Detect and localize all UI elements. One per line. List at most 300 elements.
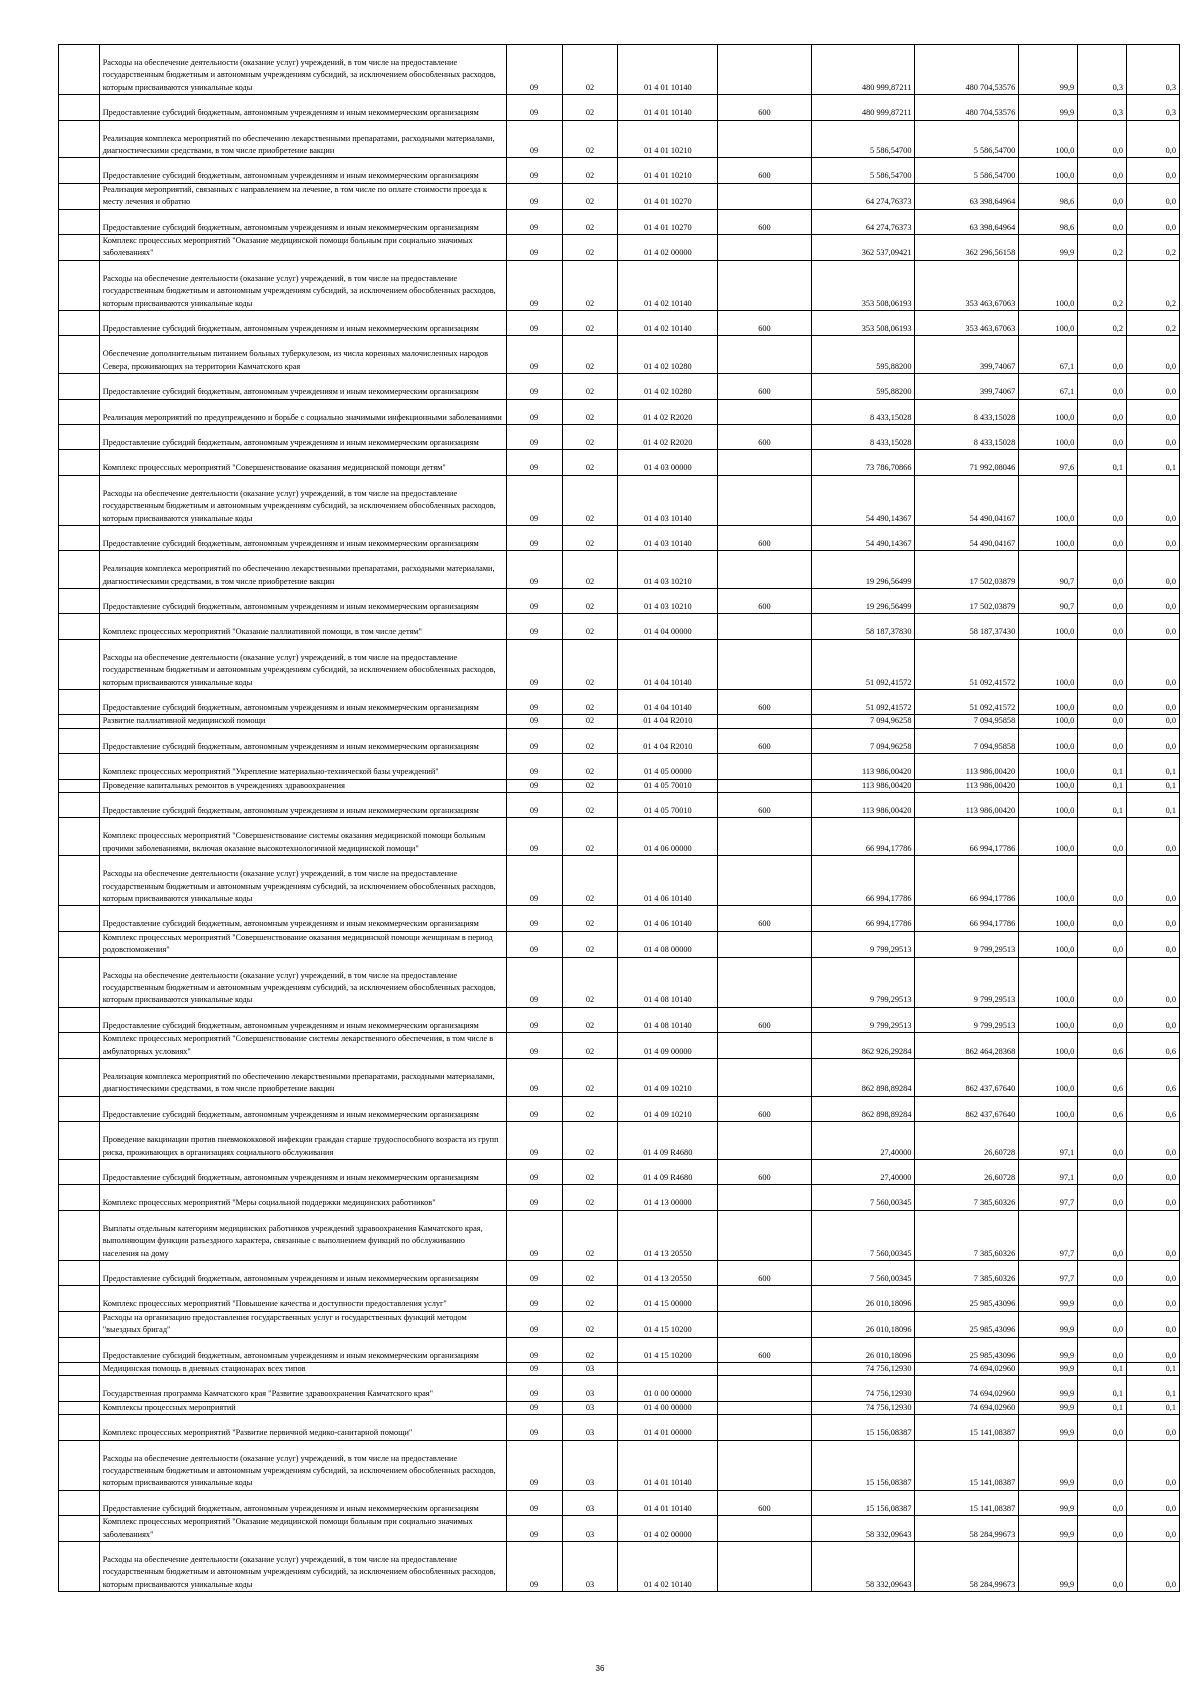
expense-type-cell xyxy=(718,1541,812,1591)
share-1-cell: 0,0 xyxy=(1078,1260,1127,1285)
name-cell: Расходы на обеспечение деятельности (оказание услуг) учреждений, в том числе на предоставление государственным бюджетным и автономным учреждениям субсидий, за исключением обособленных расходов, которым присваиваются уникальные коды xyxy=(99,475,506,525)
code-cell xyxy=(59,754,100,779)
share-2-cell: 0,0 xyxy=(1127,424,1180,449)
share-2-cell: 0,0 xyxy=(1127,1415,1180,1440)
execution-percent-cell: 100,0 xyxy=(1019,856,1078,906)
approved-amount-cell: 480 999,87211 xyxy=(811,95,915,120)
executed-amount-cell: 7 385,60326 xyxy=(915,1210,1019,1260)
share-1-cell: 0,0 xyxy=(1078,690,1127,715)
table-row xyxy=(59,1007,1180,1032)
expense-type-cell xyxy=(718,475,812,525)
name-cell: Предоставление субсидий бюджетным, автономным учреждениям и иным некоммерческим организациям xyxy=(99,906,506,931)
subsection-cell: 02 xyxy=(562,450,618,475)
share-1-cell: 0,0 xyxy=(1078,589,1127,614)
executed-amount-cell: 74 694,02960 xyxy=(915,1362,1019,1375)
code-cell xyxy=(59,1376,100,1401)
name-cell: Расходы на обеспечение деятельности (оказание услуг) учреждений, в том числе на предоставление государственным бюджетным и автономным учреждениям субсидий, за исключением обособленных расходов, которым присваиваются уникальные коды xyxy=(99,1440,506,1490)
expense-type-cell xyxy=(718,120,812,158)
executed-amount-cell: 353 463,67063 xyxy=(915,310,1019,335)
table-row xyxy=(59,1541,1180,1591)
executed-amount-cell: 9 799,29513 xyxy=(915,931,1019,957)
executed-amount-cell: 63 398,64964 xyxy=(915,183,1019,209)
code-cell xyxy=(59,475,100,525)
subsection-cell: 02 xyxy=(562,158,618,183)
table-row xyxy=(59,856,1180,906)
table-row xyxy=(59,715,1180,728)
code-cell xyxy=(59,1415,100,1440)
approved-amount-cell: 64 274,76373 xyxy=(811,209,915,234)
name-cell: Проведение капитальных ремонтов в учреждениях здравоохранения xyxy=(99,779,506,792)
expense-type-cell xyxy=(718,931,812,957)
share-1-cell: 0,0 xyxy=(1078,1007,1127,1032)
subsection-cell: 02 xyxy=(562,818,618,856)
executed-amount-cell: 862 464,28368 xyxy=(915,1033,1019,1059)
executed-amount-cell: 113 986,00420 xyxy=(915,793,1019,818)
share-1-cell: 0,0 xyxy=(1078,209,1127,234)
expense-type-cell: 600 xyxy=(718,1490,812,1515)
execution-percent-cell: 99,9 xyxy=(1019,1286,1078,1311)
expense-type-cell xyxy=(718,336,812,374)
subsection-cell: 02 xyxy=(562,614,618,639)
name-cell: Комплекс процессных мероприятий "Совершенствование системы лекарственного обеспечения, в том числе в амбулаторных условиях" xyxy=(99,1033,506,1059)
code-cell xyxy=(59,1059,100,1097)
subsection-cell: 02 xyxy=(562,1122,618,1160)
subsection-cell: 02 xyxy=(562,589,618,614)
subsection-cell: 02 xyxy=(562,1160,618,1185)
share-1-cell: 0,0 xyxy=(1078,374,1127,399)
expense-type-cell xyxy=(718,399,812,424)
executed-amount-cell: 15 141,08387 xyxy=(915,1490,1019,1515)
table-row xyxy=(59,158,1180,183)
execution-percent-cell: 99,9 xyxy=(1019,1401,1078,1414)
target-article-cell: 01 4 03 00000 xyxy=(618,450,718,475)
executed-amount-cell: 51 092,41572 xyxy=(915,690,1019,715)
approved-amount-cell: 19 296,56499 xyxy=(811,589,915,614)
execution-percent-cell: 67,1 xyxy=(1019,374,1078,399)
share-2-cell: 0,0 xyxy=(1127,399,1180,424)
share-2-cell: 0,0 xyxy=(1127,120,1180,158)
section-cell: 09 xyxy=(506,1440,562,1490)
table-row xyxy=(59,95,1180,120)
approved-amount-cell: 8 433,15028 xyxy=(811,399,915,424)
expense-type-cell xyxy=(718,1311,812,1337)
table-row xyxy=(59,424,1180,449)
share-1-cell: 0,0 xyxy=(1078,1415,1127,1440)
table-row xyxy=(59,1362,1180,1375)
execution-percent-cell: 90,7 xyxy=(1019,551,1078,589)
share-1-cell: 0,0 xyxy=(1078,551,1127,589)
execution-percent-cell: 100,0 xyxy=(1019,754,1078,779)
approved-amount-cell: 595,88200 xyxy=(811,336,915,374)
approved-amount-cell: 7 094,96258 xyxy=(811,728,915,753)
code-cell xyxy=(59,856,100,906)
table-row xyxy=(59,1401,1180,1414)
subsection-cell: 03 xyxy=(562,1541,618,1591)
section-cell: 09 xyxy=(506,95,562,120)
share-2-cell: 0,0 xyxy=(1127,1311,1180,1337)
table-row xyxy=(59,793,1180,818)
section-cell: 09 xyxy=(506,1260,562,1285)
execution-percent-cell: 99,9 xyxy=(1019,1440,1078,1490)
target-article-cell: 01 4 01 10140 xyxy=(618,45,718,95)
target-article-cell: 01 4 02 R2020 xyxy=(618,424,718,449)
share-2-cell: 0,2 xyxy=(1127,310,1180,335)
subsection-cell: 02 xyxy=(562,1337,618,1362)
approved-amount-cell: 8 433,15028 xyxy=(811,424,915,449)
name-cell: Расходы на обеспечение деятельности (оказание услуг) учреждений, в том числе на предоставление государственным бюджетным и автономным учреждениям субсидий, за исключением обособленных расходов, которым присваиваются уникальные коды xyxy=(99,45,506,95)
execution-percent-cell: 99,9 xyxy=(1019,1541,1078,1591)
execution-percent-cell: 100,0 xyxy=(1019,639,1078,689)
section-cell: 09 xyxy=(506,1401,562,1414)
code-cell xyxy=(59,1033,100,1059)
expense-type-cell: 600 xyxy=(718,374,812,399)
expense-type-cell xyxy=(718,1286,812,1311)
table-row xyxy=(59,1185,1180,1210)
executed-amount-cell: 26,60728 xyxy=(915,1160,1019,1185)
expense-type-cell xyxy=(718,754,812,779)
approved-amount-cell: 26 010,18096 xyxy=(811,1337,915,1362)
subsection-cell: 02 xyxy=(562,183,618,209)
share-1-cell: 0,0 xyxy=(1078,1440,1127,1490)
subsection-cell: 03 xyxy=(562,1516,618,1542)
section-cell: 09 xyxy=(506,728,562,753)
subsection-cell: 02 xyxy=(562,639,618,689)
executed-amount-cell: 25 985,43096 xyxy=(915,1337,1019,1362)
section-cell: 09 xyxy=(506,779,562,792)
table-row xyxy=(59,209,1180,234)
share-1-cell: 0,0 xyxy=(1078,856,1127,906)
approved-amount-cell: 64 274,76373 xyxy=(811,183,915,209)
execution-percent-cell: 100,0 xyxy=(1019,728,1078,753)
share-2-cell: 0,3 xyxy=(1127,95,1180,120)
execution-percent-cell: 100,0 xyxy=(1019,260,1078,310)
subsection-cell: 02 xyxy=(562,310,618,335)
execution-percent-cell: 97,7 xyxy=(1019,1260,1078,1285)
expense-type-cell xyxy=(718,957,812,1007)
expense-type-cell xyxy=(718,1210,812,1260)
approved-amount-cell: 66 994,17786 xyxy=(811,906,915,931)
share-2-cell: 0,0 xyxy=(1127,715,1180,728)
target-article-cell: 01 4 13 20550 xyxy=(618,1210,718,1260)
target-article-cell: 01 4 03 10210 xyxy=(618,589,718,614)
share-2-cell: 0,0 xyxy=(1127,374,1180,399)
name-cell: Предоставление субсидий бюджетным, автономным учреждениям и иным некоммерческим организациям xyxy=(99,1490,506,1515)
table-row xyxy=(59,1337,1180,1362)
name-cell: Предоставление субсидий бюджетным, автономным учреждениям и иным некоммерческим организациям xyxy=(99,1260,506,1285)
table-row xyxy=(59,906,1180,931)
subsection-cell: 02 xyxy=(562,906,618,931)
code-cell xyxy=(59,690,100,715)
target-article-cell: 01 4 15 10200 xyxy=(618,1337,718,1362)
name-cell: Предоставление субсидий бюджетным, автономным учреждениям и иным некоммерческим организациям xyxy=(99,1007,506,1032)
table-row xyxy=(59,690,1180,715)
share-2-cell: 0,0 xyxy=(1127,589,1180,614)
section-cell: 09 xyxy=(506,818,562,856)
executed-amount-cell: 25 985,43096 xyxy=(915,1311,1019,1337)
execution-percent-cell: 99,9 xyxy=(1019,45,1078,95)
approved-amount-cell: 15 156,08387 xyxy=(811,1415,915,1440)
target-article-cell: 01 4 01 00000 xyxy=(618,1415,718,1440)
section-cell: 09 xyxy=(506,690,562,715)
executed-amount-cell: 15 141,08387 xyxy=(915,1415,1019,1440)
subsection-cell: 02 xyxy=(562,1210,618,1260)
share-2-cell: 0,0 xyxy=(1127,551,1180,589)
expense-type-cell: 600 xyxy=(718,1096,812,1121)
share-2-cell: 0,0 xyxy=(1127,158,1180,183)
share-2-cell: 0,2 xyxy=(1127,260,1180,310)
share-2-cell: 0,6 xyxy=(1127,1096,1180,1121)
table-row xyxy=(59,1286,1180,1311)
name-cell: Проведение вакцинации против пневмококковой инфекции граждан старше трудоспособного возраста из групп риска, проживающих в организациях социального обслуживания xyxy=(99,1122,506,1160)
share-2-cell: 0,3 xyxy=(1127,45,1180,95)
table-row xyxy=(59,614,1180,639)
section-cell: 09 xyxy=(506,1415,562,1440)
section-cell: 09 xyxy=(506,1033,562,1059)
section-cell: 09 xyxy=(506,906,562,931)
share-2-cell: 0,1 xyxy=(1127,1401,1180,1414)
code-cell xyxy=(59,1362,100,1375)
share-1-cell: 0,2 xyxy=(1078,260,1127,310)
approved-amount-cell: 15 156,08387 xyxy=(811,1440,915,1490)
execution-percent-cell: 100,0 xyxy=(1019,399,1078,424)
expense-type-cell: 600 xyxy=(718,1260,812,1285)
table-row xyxy=(59,779,1180,792)
approved-amount-cell: 54 490,14367 xyxy=(811,525,915,550)
name-cell: Выплаты отдельным категориям медицинских работников учреждений здравоохранения Камчатского края, выполняющим функции разъездного характера, связанные с выполнением функций по обслуживанию населения на дому xyxy=(99,1210,506,1260)
section-cell: 09 xyxy=(506,424,562,449)
name-cell: Реализация мероприятий, связанных с направлением на лечение, в том числе по оплате стоимости проезда к месту лечения и обратно xyxy=(99,183,506,209)
execution-percent-cell: 100,0 xyxy=(1019,120,1078,158)
section-cell: 09 xyxy=(506,1311,562,1337)
share-2-cell: 0,1 xyxy=(1127,1362,1180,1375)
share-1-cell: 0,1 xyxy=(1078,450,1127,475)
code-cell xyxy=(59,158,100,183)
subsection-cell: 02 xyxy=(562,728,618,753)
target-article-cell: 01 4 09 R4680 xyxy=(618,1122,718,1160)
subsection-cell: 02 xyxy=(562,1096,618,1121)
expense-type-cell xyxy=(718,818,812,856)
execution-percent-cell: 99,9 xyxy=(1019,1337,1078,1362)
share-2-cell: 0,0 xyxy=(1127,856,1180,906)
section-cell: 09 xyxy=(506,1007,562,1032)
table-row xyxy=(59,754,1180,779)
name-cell: Предоставление субсидий бюджетным, автономным учреждениям и иным некоммерческим организациям xyxy=(99,158,506,183)
execution-percent-cell: 97,7 xyxy=(1019,1210,1078,1260)
executed-amount-cell: 8 433,15028 xyxy=(915,424,1019,449)
share-1-cell: 0,0 xyxy=(1078,120,1127,158)
share-1-cell: 0,3 xyxy=(1078,45,1127,95)
share-1-cell: 0,0 xyxy=(1078,1337,1127,1362)
share-1-cell: 0,0 xyxy=(1078,1160,1127,1185)
section-cell: 09 xyxy=(506,525,562,550)
subsection-cell: 02 xyxy=(562,690,618,715)
executed-amount-cell: 113 986,00420 xyxy=(915,779,1019,792)
name-cell: Комплекс процессных мероприятий "Совершенствование системы оказания медицинской помощи больным прочими заболеваниями, включая оказание высокотехнологичной медицинской помощи" xyxy=(99,818,506,856)
table-row xyxy=(59,931,1180,957)
section-cell: 09 xyxy=(506,1122,562,1160)
execution-percent-cell: 100,0 xyxy=(1019,158,1078,183)
expense-type-cell xyxy=(718,551,812,589)
section-cell: 09 xyxy=(506,45,562,95)
execution-percent-cell: 99,9 xyxy=(1019,1490,1078,1515)
table-row xyxy=(59,475,1180,525)
executed-amount-cell: 54 490,04167 xyxy=(915,525,1019,550)
table-row xyxy=(59,1516,1180,1542)
executed-amount-cell: 17 502,03879 xyxy=(915,551,1019,589)
code-cell xyxy=(59,310,100,335)
execution-percent-cell: 100,0 xyxy=(1019,779,1078,792)
name-cell: Предоставление субсидий бюджетным, автономным учреждениям и иным некоммерческим организациям xyxy=(99,690,506,715)
approved-amount-cell: 66 994,17786 xyxy=(811,818,915,856)
code-cell xyxy=(59,614,100,639)
approved-amount-cell: 9 799,29513 xyxy=(811,957,915,1007)
name-cell: Комплекс процессных мероприятий "Повышение качества и доступности предоставления услуг" xyxy=(99,1286,506,1311)
execution-percent-cell: 100,0 xyxy=(1019,931,1078,957)
expense-type-cell: 600 xyxy=(718,95,812,120)
table-row xyxy=(59,1440,1180,1490)
share-1-cell: 0,0 xyxy=(1078,957,1127,1007)
executed-amount-cell: 7 385,60326 xyxy=(915,1185,1019,1210)
share-1-cell: 0,0 xyxy=(1078,475,1127,525)
expense-type-cell xyxy=(718,1415,812,1440)
expense-type-cell xyxy=(718,1033,812,1059)
page-number: 36 xyxy=(595,1664,605,1673)
expense-type-cell: 600 xyxy=(718,158,812,183)
share-1-cell: 0,0 xyxy=(1078,906,1127,931)
execution-percent-cell: 100,0 xyxy=(1019,1059,1078,1097)
executed-amount-cell: 58 187,37430 xyxy=(915,614,1019,639)
target-article-cell: 01 4 04 10140 xyxy=(618,690,718,715)
execution-percent-cell: 99,9 xyxy=(1019,1362,1078,1375)
target-article-cell: 01 4 02 R2020 xyxy=(618,399,718,424)
approved-amount-cell: 862 898,89284 xyxy=(811,1096,915,1121)
executed-amount-cell: 51 092,41572 xyxy=(915,639,1019,689)
section-cell: 09 xyxy=(506,1337,562,1362)
code-cell xyxy=(59,1516,100,1542)
name-cell: Предоставление субсидий бюджетным, автономным учреждениям и иным некоммерческим организациям xyxy=(99,1160,506,1185)
executed-amount-cell: 17 502,03879 xyxy=(915,589,1019,614)
target-article-cell: 01 4 02 10140 xyxy=(618,1541,718,1591)
share-1-cell: 0,6 xyxy=(1078,1059,1127,1097)
target-article-cell: 01 4 02 10280 xyxy=(618,336,718,374)
expense-type-cell xyxy=(718,1185,812,1210)
executed-amount-cell: 15 141,08387 xyxy=(915,1440,1019,1490)
share-2-cell: 0,0 xyxy=(1127,475,1180,525)
expense-type-cell: 600 xyxy=(718,728,812,753)
executed-amount-cell: 353 463,67063 xyxy=(915,260,1019,310)
name-cell: Расходы на обеспечение деятельности (оказание услуг) учреждений, в том числе на предоставление государственным бюджетным и автономным учреждениям субсидий, за исключением обособленных расходов, которым присваиваются уникальные коды xyxy=(99,856,506,906)
table-row xyxy=(59,183,1180,209)
code-cell xyxy=(59,1122,100,1160)
share-1-cell: 0,0 xyxy=(1078,1541,1127,1591)
executed-amount-cell: 399,74067 xyxy=(915,336,1019,374)
section-cell: 09 xyxy=(506,551,562,589)
name-cell: Расходы на организацию предоставления государственных услуг и государственных функций методом "выездных бригад" xyxy=(99,1311,506,1337)
executed-amount-cell: 480 704,53576 xyxy=(915,95,1019,120)
approved-amount-cell: 74 756,12930 xyxy=(811,1401,915,1414)
code-cell xyxy=(59,1160,100,1185)
code-cell xyxy=(59,209,100,234)
section-cell: 09 xyxy=(506,754,562,779)
target-article-cell: 01 4 01 10270 xyxy=(618,183,718,209)
share-2-cell: 0,1 xyxy=(1127,754,1180,779)
share-1-cell: 0,6 xyxy=(1078,1096,1127,1121)
section-cell: 09 xyxy=(506,715,562,728)
subsection-cell: 02 xyxy=(562,1185,618,1210)
name-cell: Предоставление субсидий бюджетным, автономным учреждениям и иным некоммерческим организациям xyxy=(99,1096,506,1121)
share-2-cell: 0,6 xyxy=(1127,1059,1180,1097)
share-1-cell: 0,2 xyxy=(1078,234,1127,260)
approved-amount-cell: 19 296,56499 xyxy=(811,551,915,589)
target-article-cell: 01 4 02 10280 xyxy=(618,374,718,399)
target-article-cell: 01 4 03 10210 xyxy=(618,551,718,589)
table-row xyxy=(59,45,1180,95)
share-2-cell: 0,2 xyxy=(1127,234,1180,260)
code-cell xyxy=(59,957,100,1007)
share-2-cell: 0,0 xyxy=(1127,1007,1180,1032)
section-cell: 09 xyxy=(506,475,562,525)
target-article-cell: 01 4 13 00000 xyxy=(618,1185,718,1210)
code-cell xyxy=(59,95,100,120)
target-article-cell: 01 4 06 00000 xyxy=(618,818,718,856)
code-cell xyxy=(59,728,100,753)
expense-type-cell: 600 xyxy=(718,310,812,335)
expense-type-cell: 600 xyxy=(718,1337,812,1362)
subsection-cell: 03 xyxy=(562,1440,618,1490)
table-row xyxy=(59,336,1180,374)
name-cell: Предоставление субсидий бюджетным, автономным учреждениям и иным некоммерческим организациям xyxy=(99,95,506,120)
approved-amount-cell: 58 187,37830 xyxy=(811,614,915,639)
share-2-cell: 0,0 xyxy=(1127,1122,1180,1160)
code-cell xyxy=(59,1311,100,1337)
executed-amount-cell: 58 284,99673 xyxy=(915,1541,1019,1591)
target-article-cell: 01 4 09 R4680 xyxy=(618,1160,718,1185)
share-2-cell: 0,1 xyxy=(1127,779,1180,792)
section-cell: 09 xyxy=(506,260,562,310)
table-row xyxy=(59,1376,1180,1401)
subsection-cell: 03 xyxy=(562,1415,618,1440)
approved-amount-cell: 113 986,00420 xyxy=(811,754,915,779)
share-2-cell: 0,1 xyxy=(1127,1376,1180,1401)
expense-type-cell xyxy=(718,639,812,689)
executed-amount-cell: 5 586,54700 xyxy=(915,158,1019,183)
expense-type-cell xyxy=(718,1516,812,1542)
approved-amount-cell: 113 986,00420 xyxy=(811,779,915,792)
name-cell: Реализация комплекса мероприятий по обеспечению лекарственными препаратами, расходными материалами, диагностическими средствами, в том числе приобретение вакцин xyxy=(99,1059,506,1097)
share-1-cell: 0,0 xyxy=(1078,399,1127,424)
name-cell: Комплекс процессных мероприятий "Меры социальной поддержки медицинских работников" xyxy=(99,1185,506,1210)
name-cell: Медицинская помощь в дневных стационарах всех типов xyxy=(99,1362,506,1375)
expense-type-cell xyxy=(718,779,812,792)
execution-percent-cell: 97,7 xyxy=(1019,1185,1078,1210)
share-2-cell: 0,0 xyxy=(1127,1260,1180,1285)
subsection-cell: 03 xyxy=(562,1376,618,1401)
executed-amount-cell: 7 385,60326 xyxy=(915,1260,1019,1285)
execution-percent-cell: 98,6 xyxy=(1019,183,1078,209)
subsection-cell: 02 xyxy=(562,95,618,120)
name-cell: Комплекс процессных мероприятий "Совершенствование оказания медицинской помощи женщинам в период родовспоможения" xyxy=(99,931,506,957)
name-cell: Предоставление субсидий бюджетным, автономным учреждениям и иным некоммерческим организациям xyxy=(99,310,506,335)
executed-amount-cell: 362 296,56158 xyxy=(915,234,1019,260)
section-cell: 09 xyxy=(506,589,562,614)
target-article-cell: 01 4 15 00000 xyxy=(618,1286,718,1311)
share-1-cell: 0,0 xyxy=(1078,158,1127,183)
code-cell xyxy=(59,1286,100,1311)
share-2-cell: 0,0 xyxy=(1127,1541,1180,1591)
share-1-cell: 0,0 xyxy=(1078,1516,1127,1542)
table-row xyxy=(59,450,1180,475)
code-cell xyxy=(59,639,100,689)
